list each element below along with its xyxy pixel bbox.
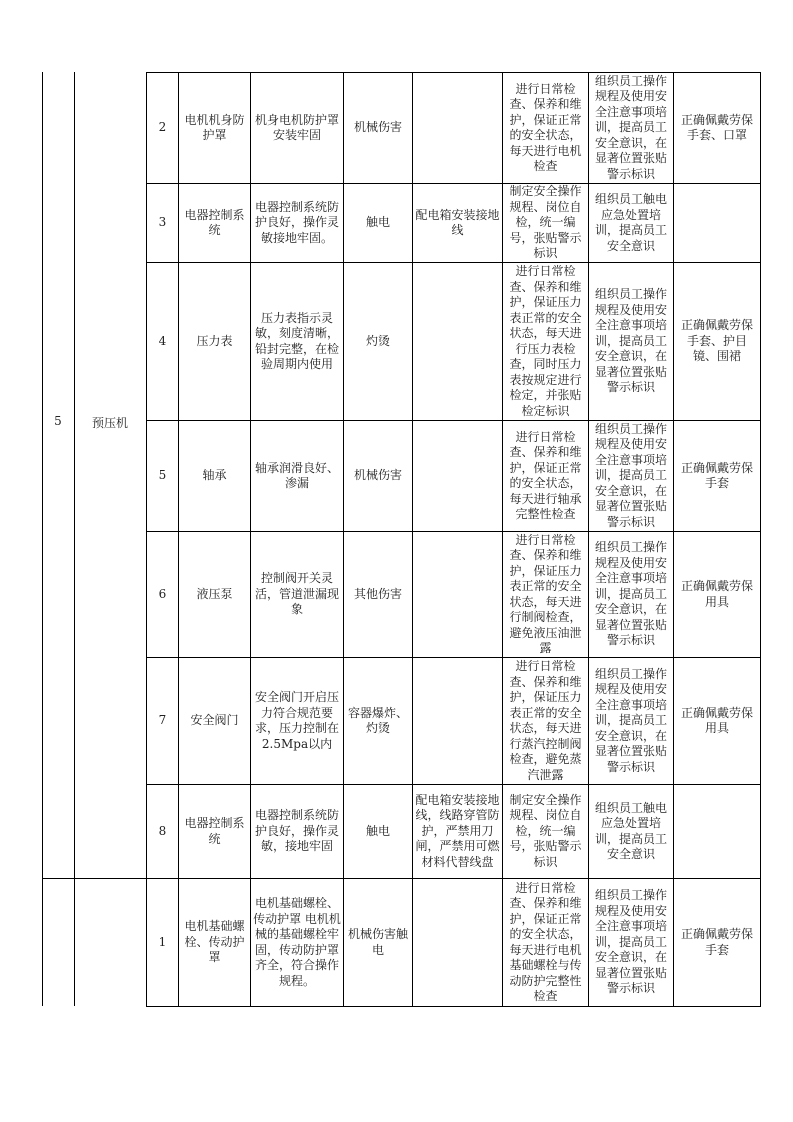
table-row [147, 879, 761, 1007]
hazard-type-cell: 机械伤害 [344, 73, 413, 184]
ppe-measure-cell: 正确佩戴劳保手套、护目镜、围裙 [674, 263, 761, 421]
inspection-standard-cell: 控制阀开关灵活，管道泄漏现象 [251, 532, 344, 658]
management-measure-cell: 进行日常检查、保养和维护，保证压力表正常的安全状态，每天进行蒸汽控制阀检查，避免蒸汽泄露 [503, 658, 589, 785]
hazard-type-cell: 容器爆炸、灼烫 [344, 658, 413, 785]
engineering-measure-cell [413, 658, 503, 785]
inspection-part-cell: 轴承 [179, 421, 251, 532]
engineering-measure-cell [413, 263, 503, 421]
management-measure-cell: 进行日常检查、保养和维护，保证压力表正常的安全状态，每天进行制阀检查，避免液压油泄露 [503, 532, 589, 658]
management-measure-cell: 进行日常检查、保养和维护，保证正常的安全状态，每天进行轴承完整性检查 [503, 421, 589, 532]
engineering-measure-cell: 配电箱安装接地线，线路穿管防护，严禁用刀闸，严禁用可燃材料代替线盘 [413, 785, 503, 879]
engineering-measure-cell [413, 421, 503, 532]
hazard-type-cell: 机械伤害触电 [344, 879, 413, 1007]
hazard-type-cell: 触电 [344, 184, 413, 263]
item-number-cell: 5 [147, 421, 179, 532]
training-measure-cell: 组织员工触电应急处置培训，提高员工安全意识 [589, 785, 674, 879]
table-row [147, 421, 761, 532]
ppe-measure-cell: 正确佩戴劳保手套 [674, 879, 761, 1007]
group-separator-line [42, 878, 146, 879]
hazard-type-cell: 其他伤害 [344, 532, 413, 658]
inspection-part-cell: 电机机身防护罩 [179, 73, 251, 184]
equipment-name: 预压机 [91, 416, 128, 430]
management-measure-cell: 制定安全操作规程、岗位自检，统一编号，张贴警示标识 [503, 785, 589, 879]
ppe-measure-cell [674, 785, 761, 879]
engineering-measure-cell [413, 532, 503, 658]
number-column-line [74, 72, 75, 1006]
inspection-part-cell: 液压泵 [179, 532, 251, 658]
inspection-part-cell: 压力表 [179, 263, 251, 421]
table-row [147, 184, 761, 263]
ppe-measure-cell: 正确佩戴劳保用具 [674, 658, 761, 785]
hazard-control-table [146, 72, 761, 1007]
table-row [147, 658, 761, 785]
inspection-standard-cell: 轴承润滑良好、渗漏 [251, 421, 344, 532]
inspection-part-cell: 电机基础螺栓、传动护罩 [179, 879, 251, 1007]
left-border-line [42, 72, 43, 1006]
inspection-standard-cell: 电器控制系统防护良好，操作灵敏接地牢固。 [251, 184, 344, 263]
inspection-part-cell: 电器控制系统 [179, 785, 251, 879]
training-measure-cell: 组织员工操作规程及使用安全注意事项培训，提高员工安全意识，在显著位置张贴警示标识 [589, 658, 674, 785]
engineering-measure-cell: 配电箱安装接地线 [413, 184, 503, 263]
training-measure-cell: 组织员工操作规程及使用安全注意事项培训，提高员工安全意识，在显著位置张贴警示标识 [589, 263, 674, 421]
table-row [147, 73, 761, 184]
engineering-measure-cell [413, 73, 503, 184]
ppe-measure-cell: 正确佩戴劳保用具 [674, 532, 761, 658]
inspection-standard-cell: 机身电机防护罩安装牢固 [251, 73, 344, 184]
training-measure-cell: 组织员工操作规程及使用安全注意事项培训，提高员工安全意识，在显著位置张贴警示标识 [589, 73, 674, 184]
training-measure-cell: 组织员工操作规程及使用安全注意事项培训，提高员工安全意识，在显著位置张贴警示标识 [589, 532, 674, 658]
item-number-cell: 2 [147, 73, 179, 184]
group-number: 5 [54, 414, 62, 428]
item-number-cell: 4 [147, 263, 179, 421]
inspection-standard-cell: 电器控制系统防护良好，操作灵敏，接地牢固 [251, 785, 344, 879]
training-measure-cell: 组织员工操作规程及使用安全注意事项培训，提高员工安全意识，在显著位置张贴警示标识 [589, 421, 674, 532]
item-number-cell: 1 [147, 879, 179, 1007]
ppe-measure-cell [674, 184, 761, 263]
inspection-part-cell: 安全阀门 [179, 658, 251, 785]
ppe-measure-cell: 正确佩戴劳保手套、口罩 [674, 73, 761, 184]
training-measure-cell: 组织员工触电应急处置培训，提高员工安全意识 [589, 184, 674, 263]
inspection-part-cell: 电器控制系统 [179, 184, 251, 263]
management-measure-cell: 进行日常检查、保养和维护，保证正常的安全状态，每天进行电机基础螺栓与传动防护完整性检查 [503, 879, 589, 1007]
item-number-cell: 7 [147, 658, 179, 785]
table-row [147, 785, 761, 879]
training-measure-cell: 组织员工操作规程及使用安全注意事项培训，提高员工安全意识，在显著位置张贴警示标识 [589, 879, 674, 1007]
hazard-type-cell: 灼烫 [344, 263, 413, 421]
ppe-measure-cell: 正确佩戴劳保手套 [674, 421, 761, 532]
table-row [147, 532, 761, 658]
item-number-cell: 6 [147, 532, 179, 658]
hazard-type-cell: 机械伤害 [344, 421, 413, 532]
engineering-measure-cell [413, 879, 503, 1007]
management-measure-cell: 进行日常检查、保养和维护，保证压力表正常的安全状态，每天进行压力表检查，同时压力表按规定进行检定，并张贴检定标识 [503, 263, 589, 421]
inspection-standard-cell: 压力表指示灵敏，刻度清晰，铅封完整，在检验周期内使用 [251, 263, 344, 421]
table-row [147, 263, 761, 421]
item-number-cell: 8 [147, 785, 179, 879]
inspection-standard-cell: 安全阀门开启压力符合规范要求，压力控制在2.5Mpa以内 [251, 658, 344, 785]
item-number-cell: 3 [147, 184, 179, 263]
management-measure-cell: 进行日常检查、保养和维护，保证正常的安全状态，每天进行电机检查 [503, 73, 589, 184]
management-measure-cell: 制定安全操作规程、岗位自检，统一编号，张贴警示标识 [503, 184, 589, 263]
inspection-standard-cell: 电机基础螺栓、传动护罩 电机机械的基础螺栓牢固，传动防护罩齐全，符合操作规程。 [251, 879, 344, 1007]
hazard-type-cell: 触电 [344, 785, 413, 879]
